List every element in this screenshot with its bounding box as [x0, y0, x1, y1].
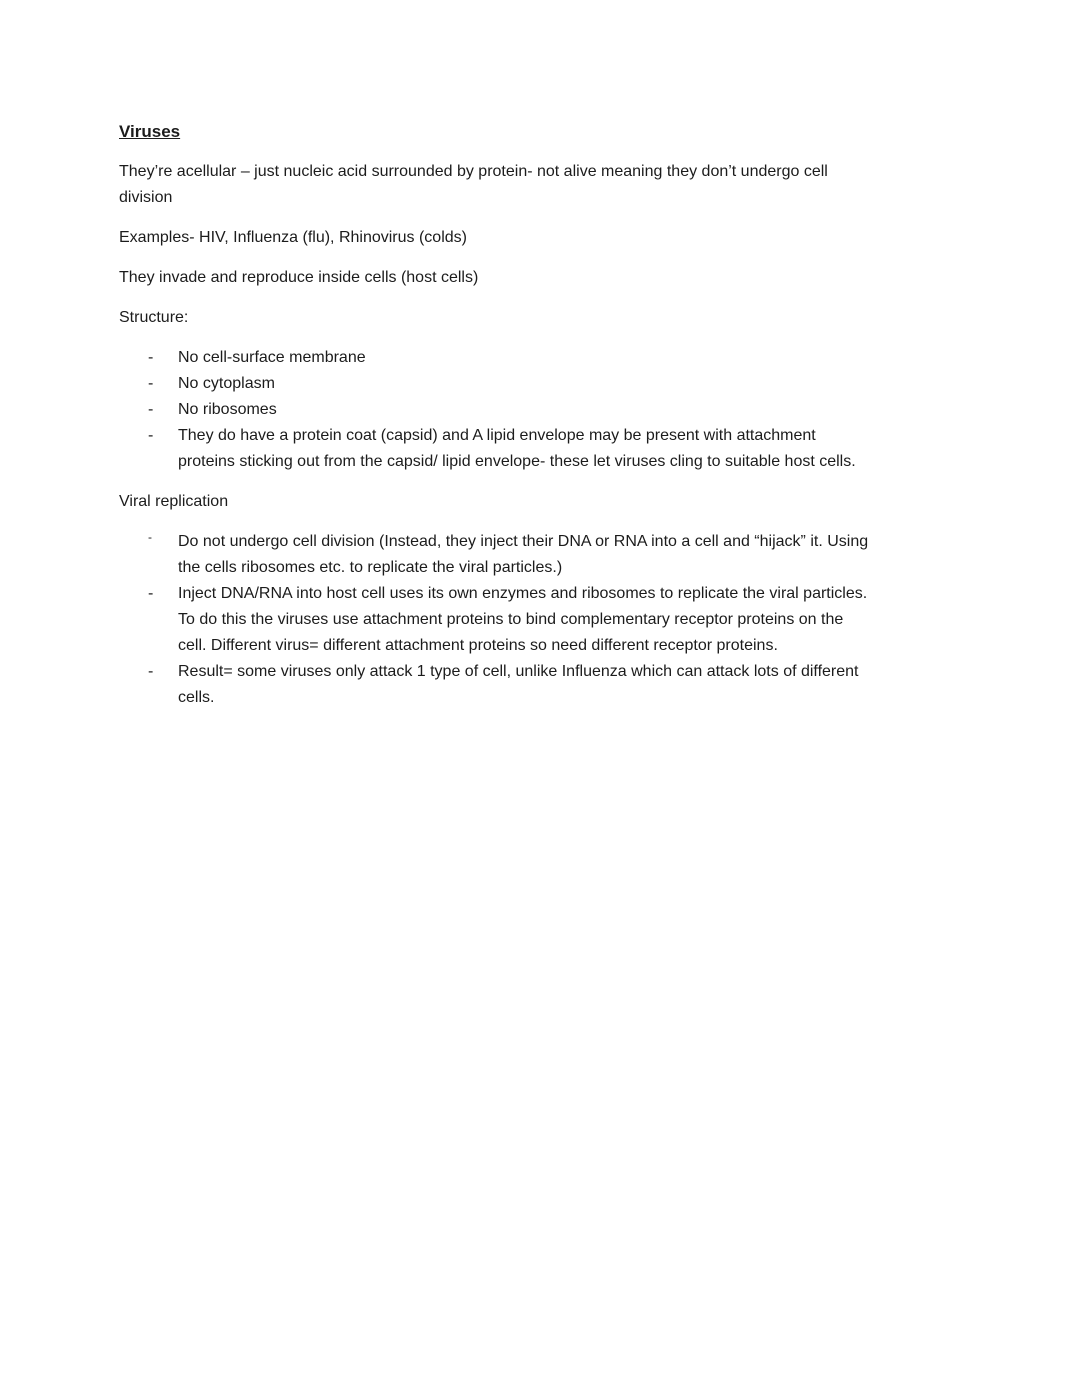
list-item-text: Do not undergo cell division (Instead, they inject their DNA or RNA into a cell and “hijack” it. Using the cells ribosomes etc. to replicate the viral particles.) — [178, 533, 869, 576]
dash-bullet: - — [148, 375, 154, 392]
dash-bullet: - — [148, 401, 154, 418]
viral-replication-heading: Viral replication — [119, 493, 229, 510]
viral-replication-list — [148, 529, 870, 711]
list-item — [148, 659, 870, 711]
dash-bullet: - — [148, 349, 154, 366]
document-title: Viruses — [119, 122, 181, 141]
list-item — [148, 423, 870, 475]
paragraph-examples: Examples- HIV, Influenza (flu), Rhinovirus (colds) — [119, 229, 467, 246]
structure-list — [148, 345, 870, 475]
paragraph-invade-reproduce: They invade and reproduce inside cells (host cells) — [119, 269, 479, 286]
list-item — [148, 529, 870, 581]
list-item — [148, 581, 870, 659]
list-item-text: No cytoplasm — [178, 375, 275, 392]
dash-bullet: - — [148, 427, 154, 444]
list-item-text: No ribosomes — [178, 401, 277, 418]
dash-bullet: - — [148, 530, 152, 544]
list-item — [148, 345, 870, 371]
list-item-text: Inject DNA/RNA into host cell uses its own enzymes and ribosomes to replicate the viral particles. To do this the viruses use attachment proteins to bind complementary receptor proteins on the cell. Different virus= different attachment proteins so need different receptor proteins. — [178, 585, 868, 654]
list-item-text: They do have a protein coat (capsid) and A lipid envelope may be present with attachment proteins sticking out from the capsid/ lipid envelope- these let viruses cling to suitable host cells. — [178, 427, 856, 470]
list-item-text: No cell-surface membrane — [178, 349, 366, 366]
structure-heading: Structure: — [119, 309, 189, 326]
dash-bullet: - — [148, 585, 154, 602]
list-item-text: Result= some viruses only attack 1 type of cell, unlike Influenza which can attack lots of different cells. — [178, 663, 859, 706]
list-item — [148, 371, 870, 397]
paragraph-acellular-intro: They’re acellular – just nucleic acid surrounded by protein- not alive meaning they don’t undergo cell division — [119, 163, 828, 206]
dash-bullet: - — [148, 663, 154, 680]
list-item — [148, 397, 870, 423]
